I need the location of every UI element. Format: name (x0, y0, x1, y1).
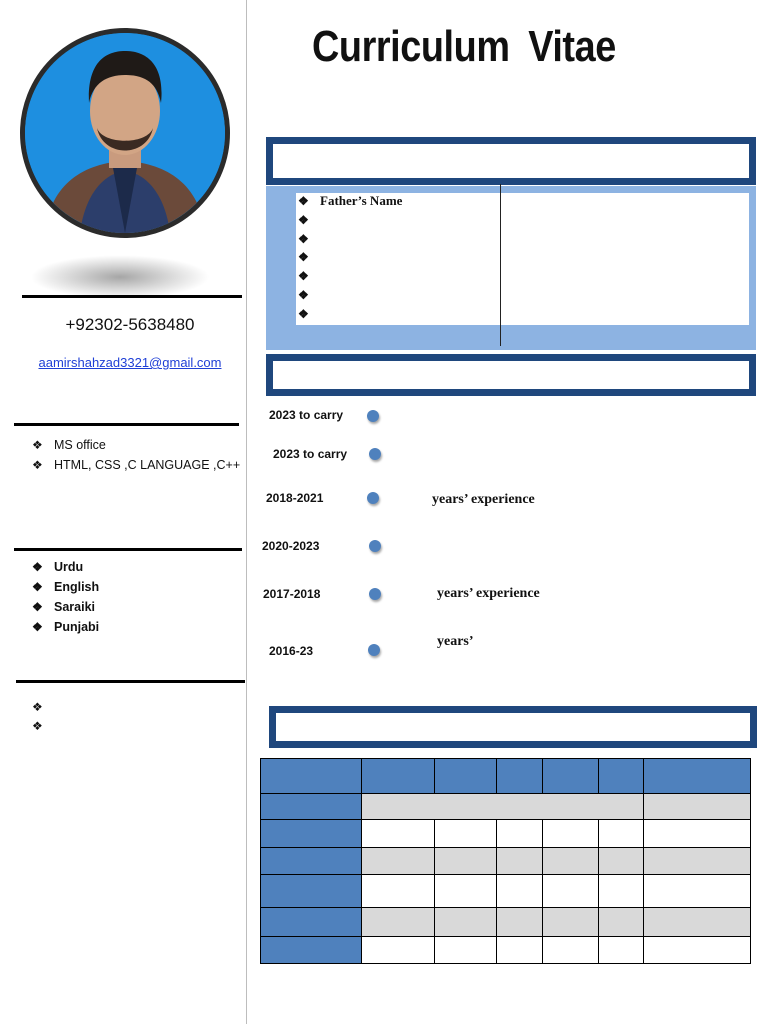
table-cell (497, 937, 543, 964)
personal-info-divider (500, 184, 501, 346)
diamond-bullet-icon: ❖ (298, 287, 309, 302)
extras-list (32, 697, 232, 735)
table-row (261, 820, 751, 848)
skill-item: ❖ MS office (32, 435, 242, 455)
timeline-dot-icon (369, 540, 381, 552)
table-cell (435, 820, 497, 848)
table-header-cell (362, 759, 435, 794)
table-cell (497, 875, 543, 908)
table-cell (543, 875, 599, 908)
table-row (261, 875, 751, 908)
table-row (261, 794, 751, 820)
diamond-bullet-icon: ❖ (32, 719, 43, 733)
timeline-dot-icon (369, 588, 381, 600)
skill-item: ❖ HTML, CSS ,C LANGUAGE ,C++ (32, 455, 242, 475)
table-cell (362, 820, 435, 848)
table-cell (362, 937, 435, 964)
photo-shadow (30, 255, 210, 299)
info-item (298, 248, 498, 267)
language-item: ❖ Saraiki (32, 597, 232, 617)
table-header-cell (497, 759, 543, 794)
timeline-note: years’ (437, 634, 474, 649)
table-cell (543, 820, 599, 848)
languages-divider (14, 548, 242, 551)
diamond-bullet-icon: ❖ (32, 438, 43, 452)
personal-info-values (501, 193, 749, 325)
diamond-bullet-icon: ❖ (32, 580, 43, 594)
table-cell (543, 848, 599, 875)
table-row-label (261, 937, 362, 964)
info-item (298, 211, 498, 230)
table-cell (599, 848, 644, 875)
diamond-bullet-icon: ❖ (298, 250, 309, 265)
info-item (298, 230, 498, 249)
table-cell (644, 820, 751, 848)
email-link[interactable]: aamirshahzad3321@gmail.com (38, 355, 222, 370)
table-cell (644, 875, 751, 908)
personal-info-list (298, 192, 498, 324)
personal-info-header-box (266, 137, 756, 185)
extra-item (32, 697, 232, 716)
table-cell (599, 875, 644, 908)
page-title: Curriculum Vitae (312, 22, 616, 71)
timeline-date: 2023 to carry (269, 408, 344, 422)
info-item: ❖ Father’s Name (298, 192, 498, 211)
table-cell (599, 937, 644, 964)
table-cell (644, 848, 751, 875)
table-cell (362, 848, 435, 875)
table-header-cell (543, 759, 599, 794)
table-row (261, 908, 751, 937)
info-item (298, 267, 498, 286)
table-cell (543, 937, 599, 964)
timeline-note: years’ experience (432, 492, 535, 507)
table-row-label (261, 794, 362, 820)
diamond-bullet-icon: ❖ (32, 700, 43, 714)
table-cell (362, 794, 644, 820)
table-cell (362, 875, 435, 908)
table-header-cell (261, 759, 362, 794)
timeline-dot-icon (367, 410, 379, 422)
table-row (261, 848, 751, 875)
language-item: ❖ Punjabi (32, 617, 232, 637)
info-item (298, 286, 498, 305)
info-item (298, 305, 498, 324)
table-cell (599, 908, 644, 937)
timeline-date: 2016-23 (269, 644, 314, 658)
table-cell (435, 848, 497, 875)
table-cell (543, 908, 599, 937)
qualification-table (260, 758, 751, 964)
diamond-bullet-icon: ❖ (298, 269, 309, 284)
table-header-cell (435, 759, 497, 794)
timeline-date: 2017-2018 (263, 587, 321, 601)
profile-photo-avatar-icon (25, 33, 225, 233)
contact-divider (22, 295, 242, 298)
table-header-cell (644, 759, 751, 794)
table-cell (644, 937, 751, 964)
table-header-cell (599, 759, 644, 794)
table-cell (599, 820, 644, 848)
table-cell (435, 908, 497, 937)
extra-item (32, 716, 232, 735)
timeline-dot-icon (368, 644, 380, 656)
profile-photo (20, 28, 230, 238)
timeline-note: years’ experience (437, 586, 540, 601)
phone-number: +92302-5638480 (65, 315, 195, 334)
timeline-date: 2020-2023 (262, 539, 320, 553)
language-item: ❖ English (32, 577, 232, 597)
diamond-bullet-icon: ❖ (298, 212, 309, 227)
skills-list (32, 435, 242, 475)
column-divider (246, 0, 247, 1024)
timeline-date: 2018-2021 (266, 491, 324, 505)
table-row (261, 937, 751, 964)
table-cell (435, 937, 497, 964)
table-cell (644, 794, 751, 820)
diamond-bullet-icon: ❖ (32, 620, 43, 634)
experience-header-box (266, 354, 756, 396)
table-row-label (261, 820, 362, 848)
diamond-bullet-icon: ❖ (32, 560, 43, 574)
table-cell (497, 908, 543, 937)
diamond-bullet-icon: ❖ (32, 458, 43, 472)
education-header-box (269, 706, 757, 748)
diamond-bullet-icon: ❖ (298, 231, 309, 246)
extras-divider (16, 680, 245, 683)
diamond-bullet-icon: ❖ (298, 194, 309, 208)
language-item: ❖ Urdu (32, 557, 232, 577)
table-cell (362, 908, 435, 937)
table-row-label (261, 875, 362, 908)
table-row-label (261, 848, 362, 875)
skills-divider (14, 423, 239, 426)
table-row-label (261, 908, 362, 937)
timeline-date: 2023 to carry (273, 447, 348, 461)
table-cell (497, 820, 543, 848)
table-header-row (261, 759, 751, 794)
timeline-dot-icon (367, 492, 379, 504)
timeline-dot-icon (369, 448, 381, 460)
languages-list (32, 557, 232, 637)
table-cell (435, 875, 497, 908)
table-cell (644, 908, 751, 937)
table-cell (497, 848, 543, 875)
diamond-bullet-icon: ❖ (32, 600, 43, 614)
diamond-bullet-icon: ❖ (298, 306, 309, 321)
